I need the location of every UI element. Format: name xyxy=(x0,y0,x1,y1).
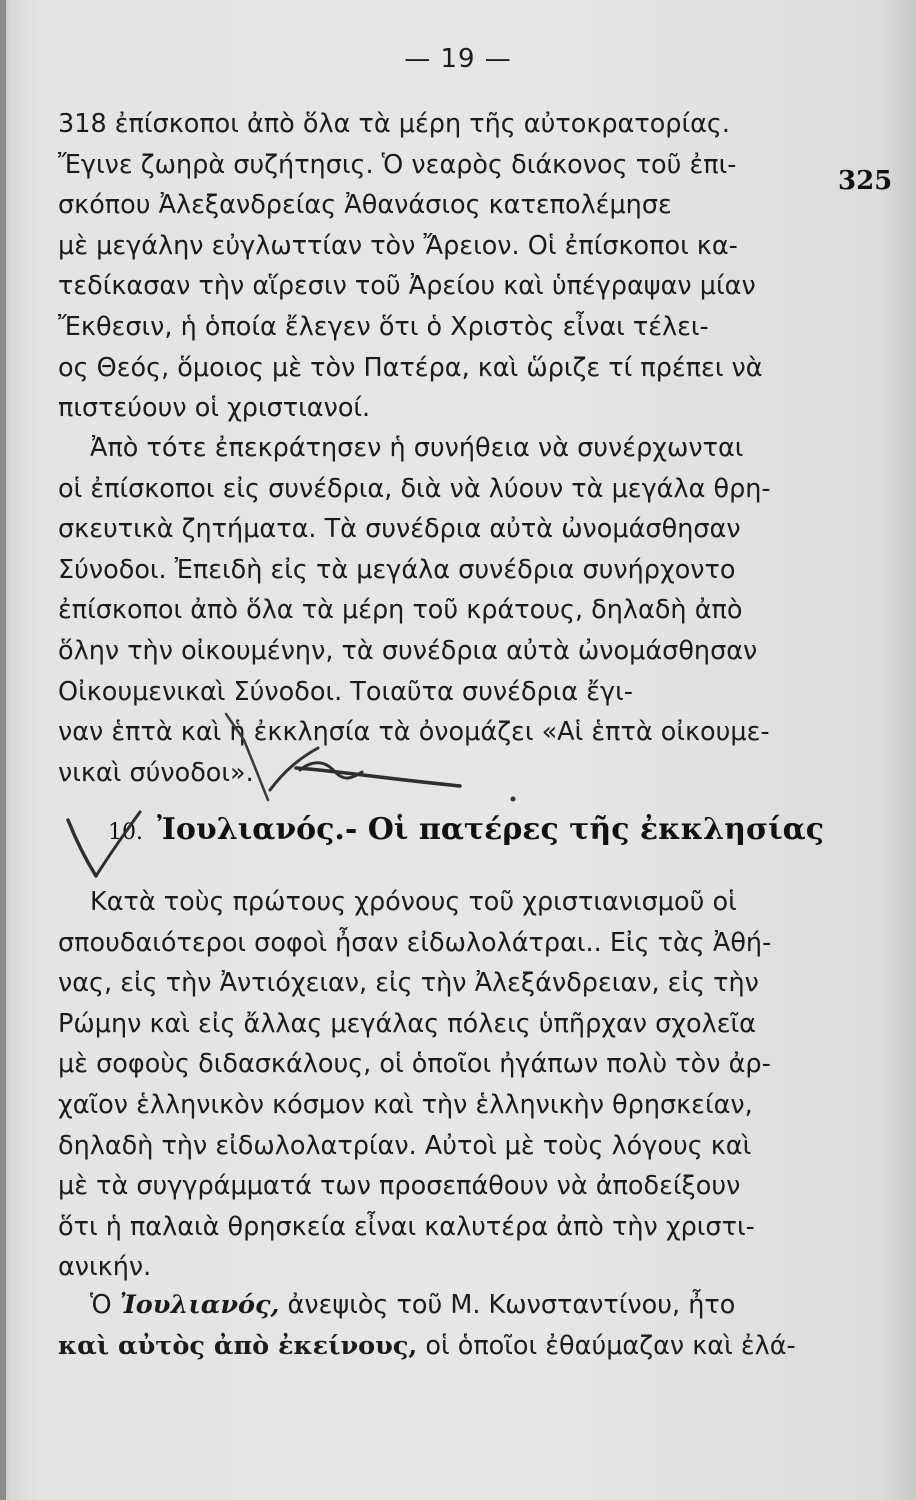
text-line: μὲ σοφοὺς διδασκάλους, οἱ ὁποῖοι ἠγάπων πολὺ τὸν ἀρ- xyxy=(58,1049,771,1080)
line-rest: ἀνεψιὸς τοῦ Μ. Κωνσταντίνου, ἦτο xyxy=(287,1290,736,1320)
text-line: ὅλην τὴν οἰκουμένην, τὰ συνέδρια αὐτὰ ὠνομάσθησαν xyxy=(58,635,758,666)
text-line xyxy=(58,1285,800,1326)
text-line: ἐπίσκοποι ἀπὸ ὅλα τὰ μέρη τοῦ κράτους, δηλαδὴ ἀπὸ xyxy=(58,595,743,626)
text-line: Κατὰ τοὺς πρώτους χρόνους τοῦ χριστιανισμοῦ οἱ xyxy=(90,887,737,917)
text-line: νας, εἰς τὴν Ἀντιόχειαν, εἰς τὴν Ἀλεξάνδρειαν, εἰς τὴν xyxy=(58,968,759,999)
section-title: Ἰουλιανός.- Οἱ πατέρες τῆς ἐκκλησίας xyxy=(157,812,824,847)
paragraph-3 xyxy=(58,882,800,1288)
text-line: Ρώμην καὶ εἰς ἄλλας μεγάλας πόλεις ὑπῆρχαν σχολεῖα xyxy=(58,1008,756,1039)
text-line: μὲ μεγάλην εὐγλωττίαν τὸν Ἄρειον. Οἱ ἐπίσκοποι κα- xyxy=(58,230,738,261)
paragraph-1 xyxy=(58,104,800,429)
text-line: Ἔγινε ζωηρὰ συζήτησις. Ὁ νεαρὸς διάκονος τοῦ ἐπι- xyxy=(58,149,737,180)
bold-phrase: καὶ αὐτὸς ἀπὸ ἐκείνους, xyxy=(58,1330,418,1361)
text-line: ναν ἑπτὰ καὶ ἡ ἐκκλησία τὰ ὀνομάζει «Αἱ ἑπτὰ οἰκουμε- xyxy=(58,717,770,748)
text-line: ος Θεός, ὅμοιος μὲ τὸν Πατέρα, καὶ ὥριζε τί πρέπει νὰ xyxy=(58,352,763,383)
margin-number: 325 xyxy=(838,166,893,196)
text-line: οἱ ἐπίσκοποι εἰς συνέδρια, διὰ νὰ λύουν τὰ μεγάλα θρη- xyxy=(58,473,771,504)
section-heading xyxy=(108,812,824,847)
text-line: σκόπου Ἀλεξανδρείας Ἀθανάσιος κατεπολέμησε xyxy=(58,190,672,221)
text-line: μὲ τὰ συγγράμματά των προσεπάθουν νὰ ἀποδείξουν xyxy=(58,1171,741,1202)
text-line: ὅτι ἡ παλαιὰ θρησκεία εἶναι καλυτέρα ἀπὸ τὴν χριστι- xyxy=(58,1211,755,1242)
text-line: Ἀπὸ τότε ἐπεκράτησεν ἡ συνήθεια νὰ συνέρχωνται xyxy=(90,433,744,463)
text-line: Ἔκθεσιν, ἡ ὁποία ἔλεγεν ὅτι ὁ Χριστὸς εἶναι τέλει- xyxy=(58,311,709,342)
page-number: — 19 — xyxy=(404,44,512,74)
text-line: σκευτικὰ ζητήματα. Τὰ συνέδρια αὐτὰ ὠνομάσθησαν xyxy=(58,514,741,545)
section-number: 10. xyxy=(108,820,143,845)
text-line: σπουδαιότεροι σοφοὶ ἦσαν εἰδωλολάτραι.. Εἰς τὰς Ἀθή- xyxy=(58,927,772,958)
paragraph-2 xyxy=(58,428,800,793)
line-rest: οἱ ὁποῖοι ἐθαύμαζαν καὶ ἐλά- xyxy=(425,1330,796,1361)
text-line: Οἰκουμενικαὶ Σύνοδοι. Τοιαῦτα συνέδρια ἔγι- xyxy=(58,676,633,707)
text-line: 318 ἐπίσκοποι ἀπὸ ὅλα τὰ μέρη τῆς αὐτοκρατορίας. xyxy=(58,109,731,139)
text-line: Σύνοδοι. Ἐπειδὴ εἰς τὰ μεγάλα συνέδρια συνήρχοντο xyxy=(58,554,736,585)
text-line: νικαὶ σύνοδοι». xyxy=(58,757,254,788)
emphasized-name: Ἰουλιανός, xyxy=(119,1290,280,1320)
text-line: χαῖον ἑλληνικὸν κόσμον καὶ τὴν ἑλληνικὴν θρησκείαν, xyxy=(58,1089,753,1120)
text-line xyxy=(58,1326,800,1367)
text-line: τεδίκασαν τὴν αἵρεσιν τοῦ Ἀρείου καὶ ὑπέγραψαν μίαν xyxy=(58,271,756,302)
text-line: ανικήν. xyxy=(58,1252,152,1283)
pencil-check xyxy=(68,820,96,876)
text-line: δηλαδὴ τὴν εἰδωλολατρίαν. Αὐτοὶ μὲ τοὺς λόγους καὶ xyxy=(58,1130,752,1161)
article: Ὁ xyxy=(90,1290,112,1320)
pencil-dot xyxy=(511,797,516,802)
text-line: πιστεύουν οἱ χριστιανοί. xyxy=(58,393,371,424)
paragraph-4 xyxy=(58,1285,800,1366)
page-edge-shadow xyxy=(0,0,6,1500)
